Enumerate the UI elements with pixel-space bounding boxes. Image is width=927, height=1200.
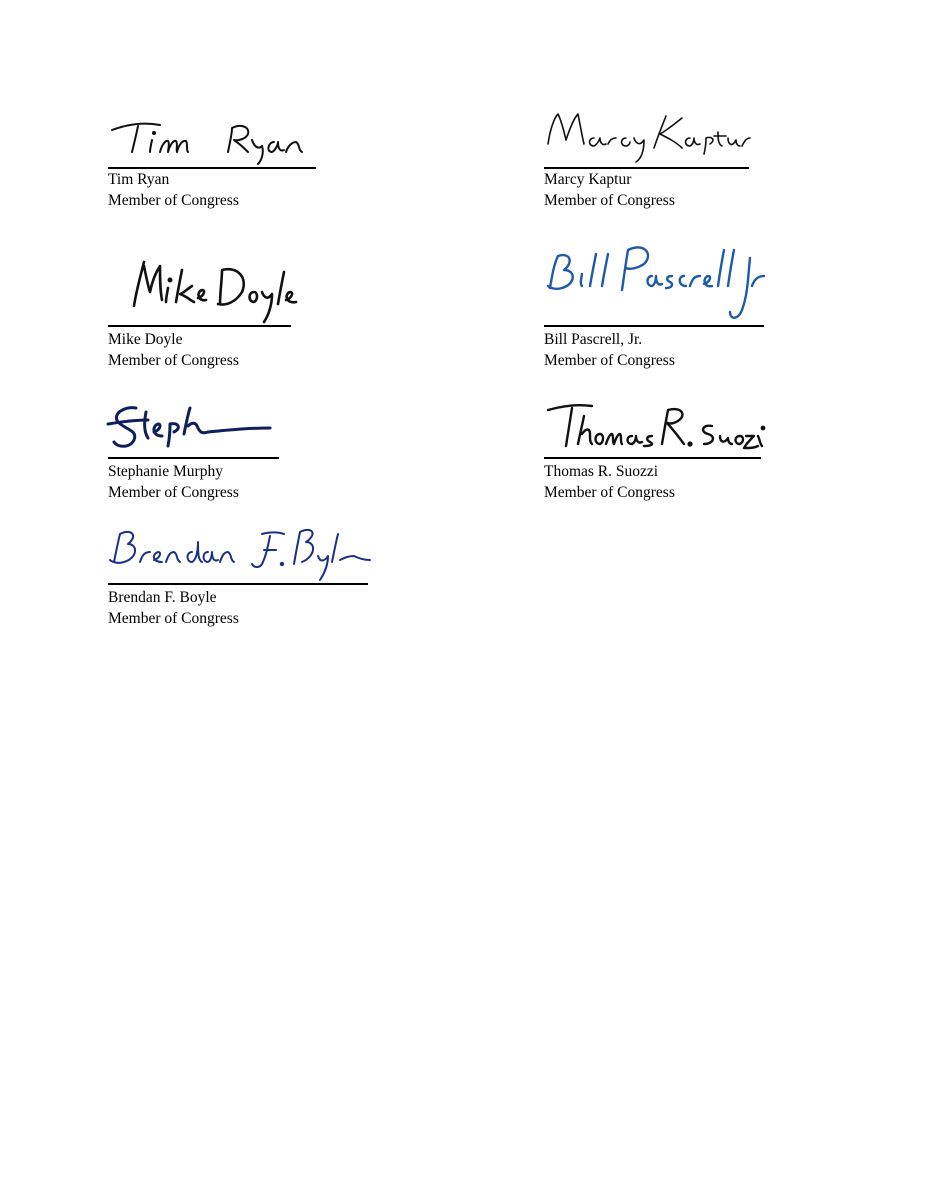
signature-block-mike-doyle xyxy=(108,252,298,378)
signature-block-bill-pascrell xyxy=(544,240,768,378)
signature-block-marcy-kaptur xyxy=(544,104,754,218)
signature-line xyxy=(108,325,291,327)
signature-block-brendan-boyle xyxy=(108,522,372,636)
signature-line xyxy=(544,167,749,169)
signature-line xyxy=(544,325,764,327)
signatory-title: Member of Congress xyxy=(108,610,239,627)
handwritten-signature-tim-ryan xyxy=(108,108,318,166)
signatory-name: Stephanie Murphy xyxy=(108,463,223,480)
signatory-name: Brendan F. Boyle xyxy=(108,589,217,606)
signature-block-tim-ryan xyxy=(108,108,318,218)
signatory-name: Mike Doyle xyxy=(108,331,183,348)
handwritten-signature-stephanie-murphy xyxy=(108,398,288,458)
handwritten-signature-marcy-kaptur xyxy=(544,104,754,166)
signature-line xyxy=(544,457,761,459)
signature-line xyxy=(108,167,316,169)
signatory-title: Member of Congress xyxy=(544,484,675,501)
signatory-name: Thomas R. Suozzi xyxy=(544,463,659,480)
signatory-title: Member of Congress xyxy=(544,192,675,209)
signatory-title: Member of Congress xyxy=(108,192,239,209)
signatory-name: Marcy Kaptur xyxy=(544,171,632,188)
signatory-name: Bill Pascrell, Jr. xyxy=(544,331,643,348)
signatory-title: Member of Congress xyxy=(544,352,675,369)
signature-line xyxy=(108,583,368,585)
signatory-title: Member of Congress xyxy=(108,484,239,501)
signature-block-stephanie-murphy xyxy=(108,398,288,510)
handwritten-signature-thomas-suozzi xyxy=(544,398,766,458)
signature-line xyxy=(108,457,279,459)
signature-block-thomas-suozzi xyxy=(544,398,766,510)
signatory-title: Member of Congress xyxy=(108,352,239,369)
handwritten-signature-mike-doyle xyxy=(108,252,298,326)
handwritten-signature-bill-pascrell xyxy=(544,240,768,326)
signatory-name: Tim Ryan xyxy=(108,171,170,188)
handwritten-signature-brendan-boyle xyxy=(108,522,372,584)
